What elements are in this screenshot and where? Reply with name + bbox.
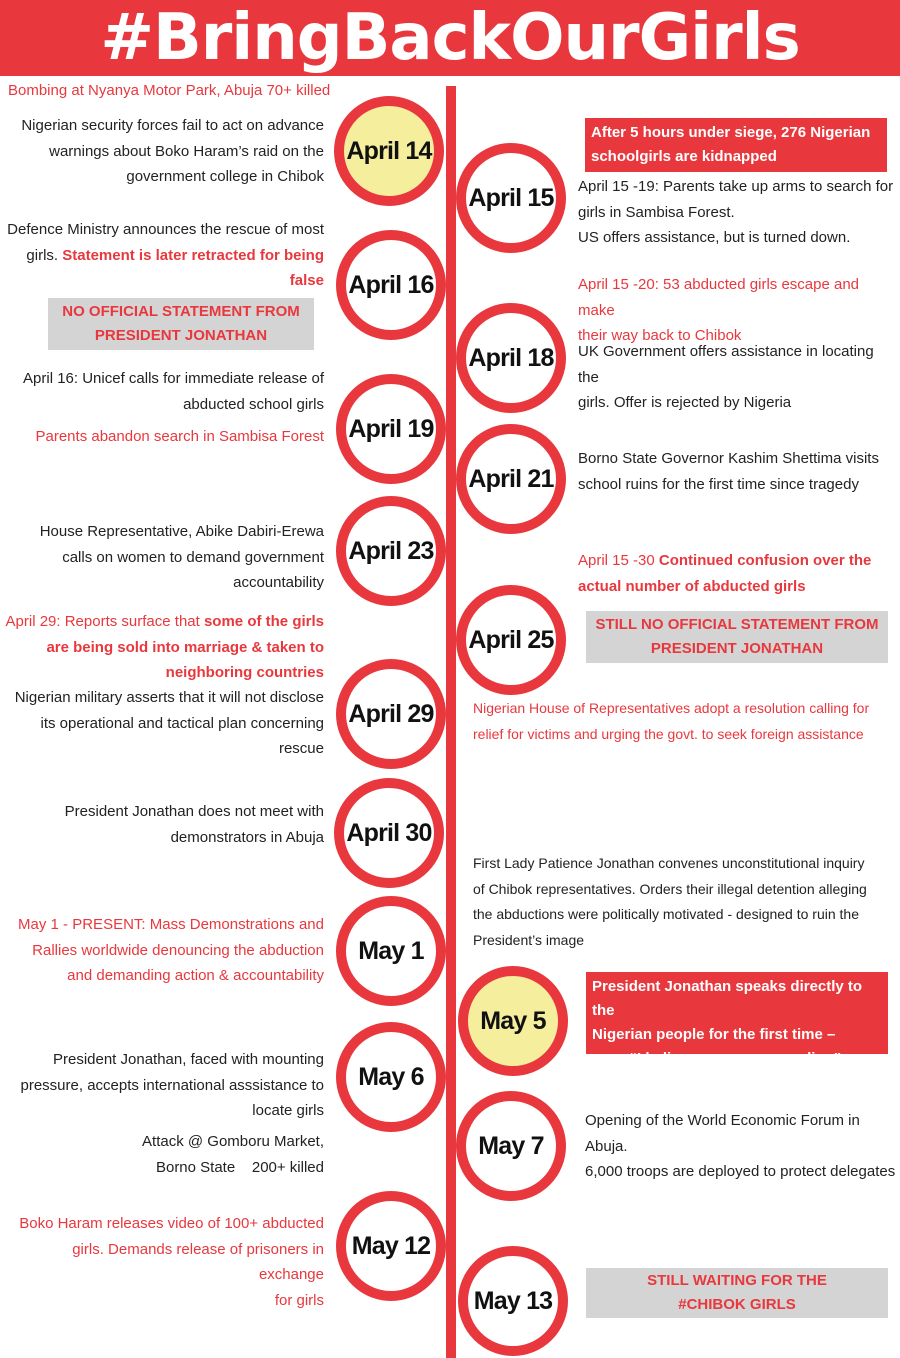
event-line: for girls	[274, 1291, 324, 1309]
event-line: UK Government offers assistance in locating the	[578, 343, 874, 386]
event-line: April 29: Reports surface that	[5, 613, 200, 630]
event-highlight: Statement is later retracted for being	[62, 246, 324, 264]
date-label: May 12	[351, 1231, 431, 1260]
box-line: STILL NO OFFICIAL STATEMENT FROM	[595, 616, 879, 633]
timeline-line	[446, 86, 456, 1358]
event-may-1	[8, 912, 324, 989]
box-line: NO OFFICIAL STATEMENT FROM	[62, 303, 300, 320]
event-highlight: neighboring countries	[165, 664, 324, 681]
siege-kidnap-box	[585, 118, 887, 172]
date-label: April 18	[468, 343, 554, 372]
date-circle-april-14	[334, 96, 444, 206]
event-april-14	[8, 113, 324, 190]
date-circle-april-25	[456, 585, 566, 695]
event-line: April 16: Unicef calls for immediate release of	[23, 370, 324, 387]
date-label: May 1	[358, 936, 424, 965]
date-label: May 6	[358, 1062, 424, 1091]
event-line: House Representative, Abike Dabiri-Erewa	[39, 523, 324, 540]
date-label: April 14	[346, 136, 432, 165]
event-military	[4, 685, 324, 762]
box-line: schoolgirls are kidnapped	[591, 148, 777, 165]
date-circle-may-6	[336, 1022, 446, 1132]
event-first-lady	[473, 851, 898, 953]
date-label: April 15	[468, 183, 554, 212]
event-unicef	[8, 366, 324, 417]
event-highlight: some of the girls	[203, 613, 324, 630]
date-label: April 16	[348, 270, 434, 299]
box-line: #CHIBOK GIRLS	[678, 1296, 796, 1313]
event-may-7	[585, 1108, 898, 1185]
event-line: calls on women to demand government	[62, 548, 324, 566]
event-line: President Jonathan, faced with mounting	[52, 1051, 324, 1068]
event-bombing	[8, 78, 338, 104]
date-circle-april-16	[336, 230, 446, 340]
date-circle-may-12	[336, 1191, 446, 1301]
event-april-16	[4, 217, 324, 294]
date-label: April 25	[468, 625, 554, 654]
date-circle-april-29	[336, 659, 446, 769]
event-line: US offers assistance, but is turned down.	[578, 229, 851, 246]
event-line: 6,000 troops are deployed to protect delegates	[585, 1163, 896, 1180]
date-circle-april-21	[456, 424, 566, 534]
event-line: Nigerian security forces fail to act on advance	[21, 117, 324, 134]
event-april-29-reports	[4, 609, 324, 686]
event-line: abducted school girls	[183, 395, 324, 413]
event-line: girls in Sambisa Forest.	[578, 203, 735, 221]
page-title: #BringBackOurGirls	[100, 1, 800, 75]
event-line: girls. Demands release of prisoners in exchange	[72, 1240, 324, 1283]
event-line: girls.	[26, 246, 59, 264]
event-april-23	[8, 519, 324, 596]
box-line: says “I believe we are succeeding”	[592, 1050, 842, 1067]
event-line: Parents abandon search in Sambisa Forest	[35, 428, 324, 445]
date-circle-may-5	[458, 966, 568, 1076]
event-highlight: Continued confusion over the	[658, 552, 872, 569]
event-line: Borno State 200+ killed	[155, 1158, 324, 1176]
event-line: pressure, accepts international asssistance to	[20, 1076, 324, 1094]
date-circle-april-23	[336, 496, 446, 606]
box-line: President Jonathan speaks directly to the	[592, 978, 863, 1019]
date-label: April 30	[346, 818, 432, 847]
event-line: rescue	[278, 740, 324, 757]
event-house-resolution	[473, 696, 898, 747]
event-line: Rallies worldwide denouncing the abduction	[32, 941, 324, 959]
event-line: May 1 - PRESENT: Mass Demonstrations and	[18, 916, 324, 933]
still-waiting-box	[586, 1268, 888, 1318]
date-circle-april-15	[456, 143, 566, 253]
box-line: PRESIDENT JONATHAN	[650, 640, 824, 657]
date-label: April 19	[348, 414, 434, 443]
event-line: Nigerian House of Representatives adopt a resolution calling for	[473, 700, 870, 716]
no-official-statement-box	[48, 298, 314, 350]
box-line: PRESIDENT JONATHAN	[94, 327, 268, 344]
event-line: their way back to Chibok	[578, 327, 742, 344]
date-circle-april-19	[336, 374, 446, 484]
event-line: school ruins for the first time since tragedy	[578, 475, 859, 493]
event-april-18	[578, 339, 898, 416]
event-line: April 15 -19: Parents take up arms to search for	[578, 178, 894, 195]
date-label: May 5	[480, 1006, 546, 1035]
event-highlight: are being sold into marriage & taken to	[46, 638, 324, 656]
date-circle-may-13	[458, 1246, 568, 1356]
event-line: Borno State Governor Kashim Shettima visits	[578, 450, 879, 467]
event-line: its operational and tactical plan concerning	[40, 714, 324, 732]
event-line: Boko Haram releases video of 100+ abducted	[19, 1215, 324, 1232]
still-no-statement-box	[586, 611, 888, 663]
event-line: demonstrators in Abuja	[170, 828, 324, 846]
event-line: of Chibok representatives. Orders their illegal detention alleging	[473, 880, 867, 897]
event-may-6	[8, 1047, 324, 1124]
event-line: April 15 -30	[578, 552, 655, 569]
event-line: girls. Offer is rejected by Nigeria	[578, 394, 792, 411]
event-line: and demanding action & accountability	[67, 967, 324, 984]
event-text: Bombing at Nyanya Motor Park, Abuja 70+ killed	[8, 82, 331, 99]
date-label: April 21	[468, 464, 554, 493]
box-line: After 5 hours under siege, 276 Nigerian	[591, 124, 871, 141]
date-label: May 13	[473, 1286, 553, 1315]
event-line: First Lady Patience Jonathan convenes unconstitutional inquiry	[473, 855, 865, 871]
event-april-30	[8, 799, 324, 850]
event-line: Opening of the World Economic Forum in Abuja.	[585, 1112, 860, 1155]
event-line: Nigerian military asserts that it will not disclose	[14, 689, 324, 706]
event-girls-escape	[578, 272, 898, 349]
date-label: April 23	[348, 536, 434, 565]
event-line: Defence Ministry announces the rescue of most	[7, 221, 324, 238]
event-april-21	[578, 446, 898, 497]
date-label: May 7	[478, 1131, 544, 1160]
date-label: April 29	[348, 699, 434, 728]
event-line: President Jonathan does not meet with	[64, 803, 324, 820]
box-line: Nigerian people for the first time –	[592, 1026, 836, 1043]
date-circle-may-7	[456, 1091, 566, 1201]
event-may-12	[4, 1211, 324, 1313]
date-circle-april-30	[334, 778, 444, 888]
event-confusion	[578, 548, 898, 599]
president-speaks-box	[586, 972, 888, 1067]
event-line: government college in Chibok	[126, 168, 324, 185]
event-line: warnings about Boko Haram’s raid on the	[49, 142, 324, 160]
date-circle-may-1	[336, 896, 446, 1006]
event-line: locate girls	[252, 1102, 324, 1119]
event-highlight: false	[289, 272, 324, 289]
header-banner	[0, 0, 900, 76]
event-line: relief for victims and urging the govt. to seek foreign assistance	[473, 725, 864, 742]
event-line: the abductions were politically motivated - designed to ruin the	[473, 906, 859, 922]
event-attack-gomboru	[8, 1129, 324, 1180]
event-parents-abandon	[8, 424, 324, 450]
event-april-15	[578, 174, 896, 251]
event-highlight: actual number of abducted girls	[578, 577, 806, 595]
event-line: April 15 -20: 53 abducted girls escape and make	[578, 276, 860, 319]
box-line: STILL WAITING FOR THE	[647, 1272, 827, 1289]
event-line: accountability	[233, 574, 324, 591]
event-line: Attack @ Gomboru Market,	[142, 1133, 324, 1150]
event-line: President’s image	[473, 931, 585, 948]
date-circle-april-18	[456, 303, 566, 413]
